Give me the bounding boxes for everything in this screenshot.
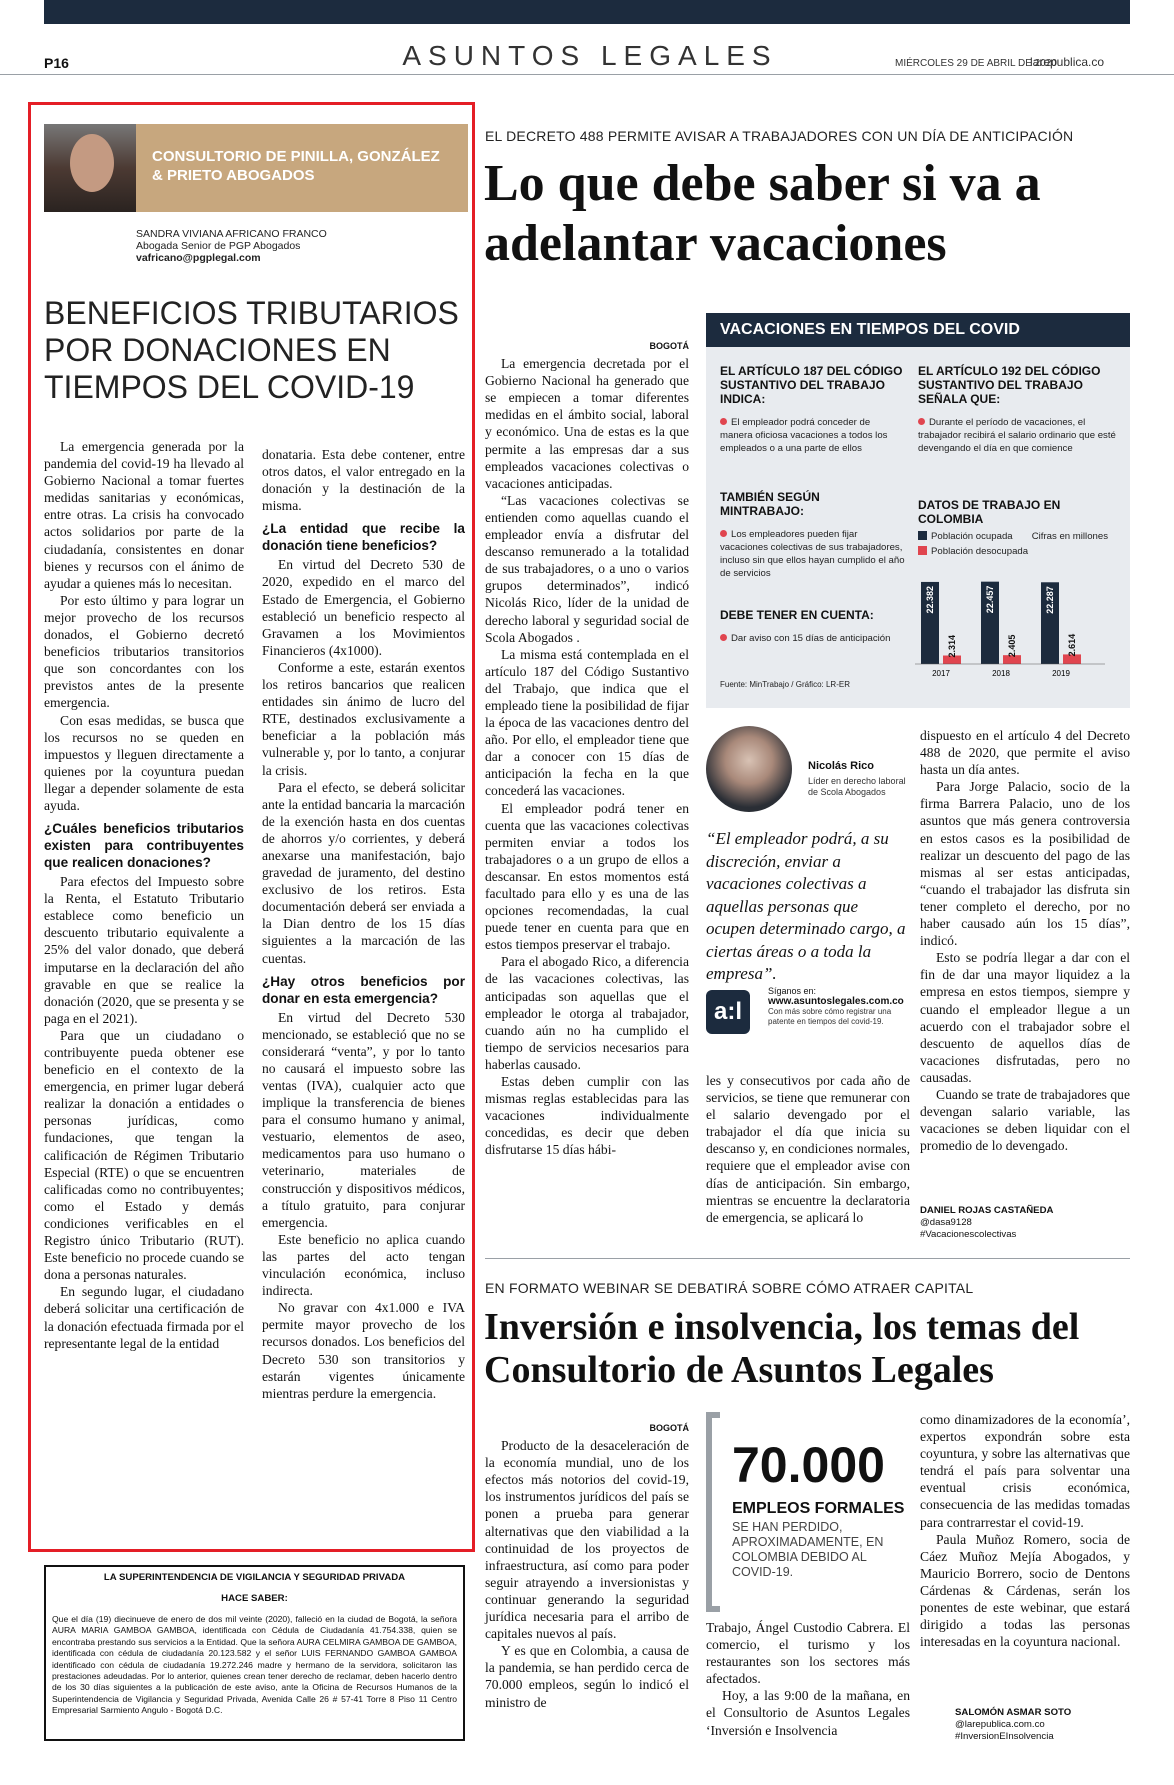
art192-text: Durante el período de vacaciones, el trabajador recibirá el salario ordinario que esté devengando el día en que comience bbox=[918, 417, 1116, 454]
pull-quote: “El empleador podrá, a su discreción, enviar a vacaciones colectivas a aquellas personas que ocupen determinado cargo, a ciertas áreas o a toda la empresa”. bbox=[706, 829, 906, 983]
author-role: Abogada Senior de PGP Abogados bbox=[136, 240, 301, 252]
paragraph: La emergencia generada por la pandemia del covid-19 ha llevado al Gobierno Nacional a tomar fuertes medidas sanitarias y económicas, entre otras. La crisis ha convocado actos solidarios por parte de la ciudadanía, consistentes en donar bienes y recursos con el ánimo de ayudar a quienes más lo necesitan. bbox=[44, 439, 244, 591]
paragraph: Trabajo, Ángel Custodio Cabrera. El comercio, el turismo y los restaurantes son los sectores más afectados. bbox=[706, 1620, 910, 1687]
paragraph: Para que un ciudadano o contribuyente pueda obtener ese beneficio en el contexto de la emergencia, en primer lugar deberá realizar la donación a entidades o personas jurídicas, como fundaciones, que tengan la calificación de Régimen Tributario Especial (RTE) o que se encuentren calificadas como no contribuyentes; como el Estado y demás condiciones verificables en el Registro único Tributario (RUT). Este beneficio no procede cuando se dona a personas naturales. bbox=[44, 1027, 244, 1283]
paragraph: Hoy, a las 9:00 de la mañana, en el Consultorio de Asuntos Legales ‘Inversión e Insolvencia bbox=[706, 1688, 910, 1738]
legend-unemployed: Población desocupada bbox=[931, 546, 1029, 557]
paragraph: Con esas medidas, se busca que los recursos no se queden en impuestos y lleguen directamente a quienes por la coyuntura puedan llegar a depender solamente de esta ayuda. bbox=[44, 712, 244, 813]
bullet-dot bbox=[720, 530, 727, 537]
x-tick-label: 2019 bbox=[1052, 669, 1070, 678]
note-heading: DEBE TENER EN CUENTA: bbox=[720, 608, 874, 622]
article1-col-2 bbox=[706, 1072, 910, 1226]
infobox-art192 bbox=[918, 364, 1118, 455]
legend-swatch-occupied bbox=[918, 531, 927, 540]
header-rule bbox=[0, 74, 1174, 75]
article2-headline: Inversión e insolvencia, los temas del Consultorio de Asuntos Legales bbox=[484, 1306, 1080, 1391]
data-label: 2.405 bbox=[1007, 634, 1017, 658]
article-divider bbox=[485, 1258, 1130, 1259]
paragraph: Esto se podría llegar a dar con el fin de dar una mayor liquidez a la empresa en estos tiempos, siempre y cuando el empleador llegue a un acuerdo con el trabajador sobre el descuento de aquellos días de vacaciones disfrutadas, pero no causadas. bbox=[920, 950, 1130, 1085]
data-label: 2.614 bbox=[1067, 633, 1077, 657]
stat-label: EMPLEOS FORMALES bbox=[732, 1500, 905, 1517]
paragraph: Para el efecto, se deberá solicitar ante la entidad bancaria la marcación de la exención hasta en dos cuentas de ahorros y/o corrientes, y deberá anexarse una manifestación, bajo gravedad de juramento, del destino exclusivo de los retiros. Esta documentación deberá ser enviada a la Dian dentro de los 15 días siguientes a la marcación de las cuentas. bbox=[262, 779, 465, 966]
author-block bbox=[136, 228, 327, 264]
byline-tag[interactable]: #InversionEInsolvencia bbox=[955, 1731, 1054, 1742]
article2-byline bbox=[955, 1707, 1071, 1743]
promo-desc: Con más sobre cómo registrar una patente en tiempos del covid-19. bbox=[768, 1007, 892, 1026]
article2-kicker: EN FORMATO WEBINAR SE DEBATIRÁ SOBRE CÓMO ATRAER CAPITAL bbox=[485, 1280, 974, 1296]
chart-title: DATOS DE TRABAJO EN COLOMBIA bbox=[918, 498, 1061, 526]
top-bar bbox=[44, 0, 1130, 24]
paragraph: Estas deben cumplir con las mismas reglas establecidas para las vacaciones individualmente concedidas, es decir que deben disfrutarse 15 días hábi- bbox=[485, 1074, 689, 1158]
notice-subtitle: HACE SABER: bbox=[221, 1593, 288, 1604]
stat-text: SE HAN PERDIDO, APROXIMADAMENTE, EN COLOMBIA DEBIDO AL COVID-19. bbox=[732, 1520, 884, 1579]
data-label: 22.457 bbox=[985, 585, 995, 614]
col4-text: les y consecutivos por cada año de servicios, se tiene que remunerar con el salario devengado por el trabajador el día que inicia su descanso y, en condiciones normales, requiere que el empleador avise con días de anticipación. Sin embargo, mientras se encuentre la declaratoria de emergencia, se aplicará lo bbox=[706, 1073, 910, 1225]
bullet-dot bbox=[918, 418, 925, 425]
data-label: 2.314 bbox=[947, 634, 957, 658]
paragraph: como dinamizadores de la economía’, expertos expondrán sobre esta coyuntura, y sobre las alternativas que tendrá el país para solventar una eventual crisis económica, consecuencia de las medidas tomadas para contrarrestar el covid-19. bbox=[920, 1412, 1130, 1530]
mintrabajo-heading: TAMBIÉN SEGÚN MINTRABAJO: bbox=[720, 490, 820, 518]
column-body-1 bbox=[44, 438, 244, 1352]
article1-col-1 bbox=[485, 338, 689, 1159]
paragraph: Por esto último y para lograr un mejor provecho de los recursos donados, el Gobierno decretó beneficios tributarios transitorios que son concordantes con los previstos antes de la presente emergencia. bbox=[44, 592, 244, 711]
article2-col-2 bbox=[706, 1619, 910, 1739]
article1-kicker: EL DECRETO 488 PERMITE AVISAR A TRABAJADORES CON UN DÍA DE ANTICIPACIÓN bbox=[485, 128, 1074, 144]
paragraph: Para Jorge Palacio, socio de la firma Barrera Palacio, uno de los asuntos que más genera controversia en estos casos es la posibilidad de realizar un descuento del pago de las mismas al ser estas anticipadas, “cuando el trabajador las disfruta sin tener completo el derecho, por no haber causado aún los 15 días”, indicó. bbox=[920, 779, 1130, 949]
legend-occupied: Población ocupada bbox=[931, 531, 1013, 542]
paragraph: El empleador podrá tener en cuenta que las vacaciones colectivas permiten enviar a todos los trabajadores o a un grupo de ellos a descansar. En estos momentos está facultado para ello y es una de las opciones recomendadas, la cual puede tener en cuenta para que en estos tiempos preservar el trabajo. bbox=[485, 800, 689, 953]
paragraph: dispuesto en el artículo 4 del Decreto 488 de 2020, que permite el aviso hasta un día antes. bbox=[920, 728, 1130, 778]
paragraph: Paula Muñoz Romero, socia de Cáez Muñoz Mejía Abogados, y Mauricio Borrero, socio de Dentons Cárdenas & Cárdenas, serán los ponentes de este webinar, que estará dirigido a todas las personas interesadas en la coyuntura nacional. bbox=[920, 1531, 1130, 1650]
promo-url[interactable]: www.asuntoslegales.com.co bbox=[768, 996, 904, 1007]
subheading: ¿La entidad que recibe la donación tiene beneficios? bbox=[262, 521, 465, 554]
bullet-dot bbox=[720, 634, 727, 641]
stat-number: 70.000 bbox=[732, 1437, 885, 1493]
promo-follow: Síganos en: bbox=[768, 986, 817, 996]
author-face bbox=[70, 134, 114, 192]
paragraph: En virtud del Decreto 530 de 2020, expedido en el marco del Estado de Emergencia, el Gobierno estableció un beneficio respecto al Gravamen a los Movimientos Financieros (4x1000). bbox=[262, 557, 465, 658]
article1-byline bbox=[920, 1205, 1053, 1241]
paragraph: Para efectos del Impuesto sobre la Renta, el Estatuto Tributario establece como beneficio un descuento tributario equivalente a 25% del valor donado, que deberá imputarse en la declaración del año gravable en que se realice la donación (2020, que se presenta y se paga en el 2021). bbox=[44, 874, 244, 1026]
art187-text: El empleador podrá conceder de manera oficiosa vacaciones a todos los empleados o a una parte de ellos bbox=[720, 417, 888, 454]
paragraph: “Las vacaciones colectivas se entienden como aquellas cuando el empleador envía a disfrutar del descanso remunerado a la totalidad de sus trabajadores, o a uno o varios grupos determinados”, indicó Nicolás Rico, líder de la unidad de derecho laboral y seguridad social de Scola Abogados . bbox=[485, 492, 689, 645]
asuntos-legales-logo: a:l bbox=[706, 990, 750, 1034]
article1-col-3 bbox=[920, 727, 1130, 1154]
article2-col-3 bbox=[920, 1411, 1130, 1650]
art192-heading: EL ARTÍCULO 192 DEL CÓDIGO SUSTANTIVO DEL TRABAJO SEÑALA QUE: bbox=[918, 364, 1101, 406]
infobox-mintrabajo bbox=[720, 490, 905, 580]
paragraph: donataria. Esta debe contener, entre otros datos, el valor entregado en la donación y la destinación de la misma. bbox=[262, 447, 465, 514]
mintrabajo-text: Los empleadores pueden fijar vacaciones colectivas de sus trabajadores, incluso sin que ellos hayan cumplido el año de servicios bbox=[720, 529, 905, 579]
paragraph: En virtud del Decreto 530 mencionado, se estableció que no se considerará “venta”, y por lo tanto no causará el impuesto sobre las ventas (IVA), cualquier acto que implique la transferencia de bienes para el consumo humano y animal, vestuario, elementos de aseo, medicamentos para uso humano o veterinario, materiales de construcción y dispositivos médicos, a título gratuito, para conjurar emergencia. bbox=[262, 1009, 465, 1230]
byline-name: DANIEL ROJAS CASTAÑEDA bbox=[920, 1205, 1054, 1216]
stat-bracket bbox=[706, 1412, 720, 1612]
employment-chart bbox=[915, 568, 1115, 678]
person-info bbox=[808, 760, 908, 798]
person-photo bbox=[706, 726, 792, 812]
subheading: ¿Hay otros beneficios por donar en esta emergencia? bbox=[262, 973, 465, 1006]
notice-title: LA SUPERINTENDENCIA DE VIGILANCIA Y SEGURIDAD PRIVADA bbox=[103, 1572, 406, 1583]
infobox-title: VACACIONES EN TIEMPOS DEL COVID bbox=[706, 313, 1130, 347]
person-name: Nicolás Rico bbox=[808, 760, 875, 772]
paragraph: La emergencia decretada por el Gobierno Nacional ha generado que se empiecen a tomar diferentes medidas en el ámbito social, laboral y económico. Una de estas es la que permite a las empresas dar a sus empleados vacaciones colectivas o vacaciones anticipadas. bbox=[485, 356, 689, 491]
data-label: 22.382 bbox=[925, 585, 935, 614]
paragraph: En segundo lugar, el ciudadano deberá solicitar una certificación de la donación efectuada firmada por el representante legal de la entidad bbox=[44, 1284, 244, 1351]
article1-headline: Lo que debe saber si va a adelantar vacaciones bbox=[484, 155, 1041, 272]
chart-units: Cifras en millones bbox=[1031, 531, 1108, 542]
article2-col-1 bbox=[485, 1420, 689, 1711]
site-link[interactable]: larepublica.co bbox=[1030, 55, 1105, 69]
section-title: ASUNTOS LEGALES bbox=[402, 40, 778, 71]
column-headline: BENEFICIOS TRIBUTARIOS POR DONACIONES EN TIEMPOS DEL COVID-19 bbox=[44, 295, 459, 405]
notice-body: Que el día (19) diecinueve de enero de dos mil veinte (2020), falleció en la ciudad de Bogotá, la señora AURA MARIA GAMBOA GAMBOA, identificada con Cédula de Ciudadanía 41.754.338, quien se encontraba prestando sus servicios a la Entidad. Que la señora AURA CELMIRA GAMBOA DE GAMBOA, identificada con cédula de ciudadanía 20.123.582 y el señor LUIS FERNANDO GAMBOA GAMBOA identificado con cédula de ciudadanía 19.272.246 madre y hermano de la servidora, solicitaron las prestaciones adeudadas. Por lo anterior, quienes crean tener derecho de reclamar, deben hacerlo dentro de los 30 días siguientes a la publicación de este aviso, ante la Oficina de Recursos Humanos de la Superintendencia de Vigilancia y Seguridad Privada, Avenida Calle 26 # 57-41 Torre 8 Piso 11 Centro Empresarial Sarmiento Angulo - Bogotá D.C. bbox=[52, 1614, 457, 1716]
note-text: Dar aviso con 15 días de anticipación bbox=[731, 633, 891, 644]
author-name: SANDRA VIVIANA AFRICANO FRANCO bbox=[136, 228, 327, 240]
legend-swatch-unemployed bbox=[918, 546, 927, 555]
art187-heading: EL ARTÍCULO 187 DEL CÓDIGO SUSTANTIVO DEL TRABAJO INDICA: bbox=[720, 364, 903, 406]
x-tick-label: 2018 bbox=[992, 669, 1010, 678]
column-body-2 bbox=[262, 446, 465, 1402]
author-email[interactable]: vafricano@pgplegal.com bbox=[136, 252, 261, 264]
infobox-note bbox=[720, 608, 905, 645]
paragraph: Producto de la desaceleración de la economía mundial, uno de los efectos más notorios del covid-19, los instrumentos jurídicos del país se ponen a prueba para generar alternativas que den viabilidad a la continuidad de los proyectos de infraestructura, así como para poder seguir atrayendo a inversionistas y continuar generando la seguridad jurídica necesaria para el arribo de capitales nuevos al país. bbox=[485, 1438, 689, 1642]
paragraph: Cuando se trate de trabajadores que devengan salario variable, las vacaciones se deben liquidar con el promedio de lo devengado. bbox=[920, 1086, 1130, 1154]
data-label: 22.287 bbox=[1045, 586, 1055, 614]
page-number: P16 bbox=[44, 55, 69, 71]
issue-date: MIÉRCOLES 29 DE ABRIL DE 2020 bbox=[895, 58, 1057, 69]
paragraph: La misma está contemplada en el artículo 187 del Código Sustantivo del Trabajo, que indica que el empleado tiene la posibilidad de fijar la época de las vacaciones dentro del año. Por ello, el empleador tiene que dar a conocer con 15 días de anticipación la fecha en la que concederá las vacaciones. bbox=[485, 646, 689, 799]
x-tick-label: 2017 bbox=[932, 669, 950, 678]
byline-handle[interactable]: @dasa9128 bbox=[920, 1217, 972, 1228]
promo-block bbox=[768, 986, 908, 1027]
bullet-dot bbox=[720, 418, 727, 425]
paragraph: No gravar con 4x1.000 e IVA permite mayor provecho de los recursos donados. Los beneficios del Decreto 530 son transitorios y estarán vigentes únicamente mientras perdure la emergencia. bbox=[262, 1300, 465, 1401]
infobox-source: Fuente: MinTrabajo / Gráfico: LR-ER bbox=[720, 680, 850, 689]
chart-header bbox=[918, 498, 1118, 558]
byline-tag[interactable]: #Vacacionescolectivas bbox=[920, 1229, 1017, 1240]
person-role: Líder en derecho laboral de Scola Abogados bbox=[808, 776, 906, 797]
subheading: ¿Cuáles beneficios tributarios existen para contribuyentes que realicen donaciones? bbox=[44, 821, 244, 871]
article2-city: BOGOTÁ bbox=[649, 1423, 689, 1433]
infobox-art187 bbox=[720, 364, 905, 455]
paragraph: Y es que en Colombia, a causa de la pandemia, se han perdido cerca de 70.000 empleos, según lo indicó el ministro de bbox=[485, 1643, 689, 1710]
byline-handle[interactable]: @larepublica.com.co bbox=[955, 1719, 1045, 1730]
article1-city: BOGOTÁ bbox=[649, 341, 689, 351]
paragraph: Este beneficio no aplica cuando las partes del acto tengan vinculación económica, incluso indirecta. bbox=[262, 1231, 465, 1299]
byline-name: SALOMÓN ASMAR SOTO bbox=[955, 1707, 1072, 1718]
paragraph: Para el abogado Rico, a diferencia de las vacaciones colectivas, las anticipadas son aquellas que el empleador le otorga al trabajador, cuando aún no ha cumplido el tiempo de servicios necesarios para haberlas causado. bbox=[485, 954, 689, 1072]
paragraph: Conforme a este, estarán exentos los retiros bancarios que realicen entidades sin ánimo de lucro del RTE, destinados exclusivamente a beneficiar a la población más vulnerable y, por lo tanto, a conjurar la crisis. bbox=[262, 659, 465, 778]
banner-title: CONSULTORIO DE PINILLA, GONZÁLEZ & PRIETO ABOGADOS bbox=[152, 148, 440, 184]
